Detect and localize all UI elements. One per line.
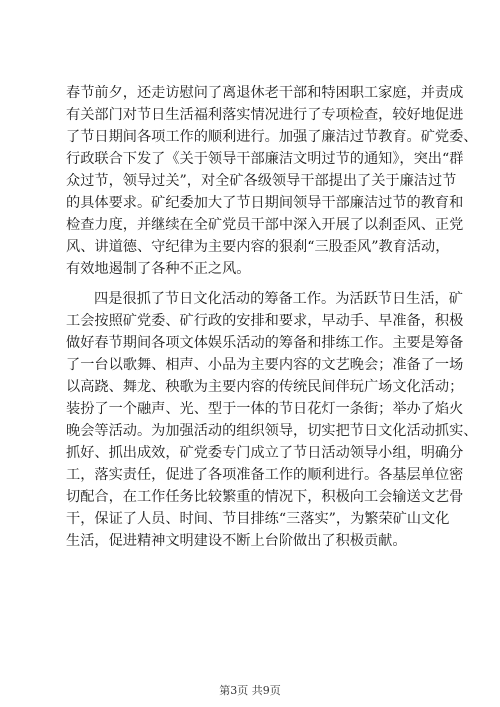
paragraph-line: 晚会等活动。为加强活动的组织领导，切实把节日文化活动抓实、 <box>66 423 478 439</box>
paragraph-1 <box>66 82 478 280</box>
paragraph-line: 行政联合下发了《关于领导干部廉洁文明过节的通知》，突出“群 <box>66 151 464 167</box>
paragraph-line: 风、讲道德、守纪律为主要内容的狠刹“三股歪风”教育活动， <box>66 239 450 255</box>
paragraph-line: 四是很抓了节日文化活动的筹备工作。为活跃节日生活，矿 <box>94 291 463 307</box>
paragraph-line: 工，落实责任，促进了各项准备工作的顺利进行。各基层单位密 <box>66 467 464 483</box>
document-body <box>66 82 478 552</box>
paragraph-line: 众过节，领导过关”，对全矿各级领导干部提出了关于廉洁过节 <box>66 173 457 189</box>
paragraph-line: 抓好、抓出成效，矿党委专门成立了节日活动领导小组，明确分 <box>66 445 464 461</box>
paragraph-line: 装扮了一个融声、光、型于一体的节日花灯一条街；举办了焰火 <box>66 401 464 417</box>
paragraph-line: 的具体要求。矿纪委加大了节日期间领导干部廉洁过节的教育和 <box>66 195 464 211</box>
paragraph-line: 春节前夕，还走访慰问了离退休老干部和特困职工家庭，并责成 <box>66 85 464 101</box>
paragraph-line: 工会按照矿党委、矿行政的安排和要求，早动手、早准备，积极 <box>66 313 464 329</box>
paragraph-line: 生活，促进精神文明建设不断上台阶做出了积极贡献。 <box>66 533 407 549</box>
paragraph-line: 有效地遏制了各种不正之风。 <box>66 261 251 277</box>
paragraph-line: 检查力度，并继续在全矿党员干部中深入开展了以刹歪风、正党 <box>66 217 464 233</box>
paragraph-line: 做好春节期间各项文体娱乐活动的筹备和排练工作。主要是筹备 <box>66 335 464 351</box>
paragraph-line: 切配合，在工作任务比较繁重的情况下，积极向工会输送文艺骨 <box>66 489 464 505</box>
paragraph-line: 干，保证了人员、时间、节目排练“三落实”，为繁荣矿山文化 <box>66 511 450 527</box>
paragraph-line: 了节日期间各项工作的顺利进行。加强了廉洁过节教育。矿党委、 <box>66 129 478 145</box>
page-number-footer: 第3页 共9页 <box>219 684 281 697</box>
paragraph-2 <box>66 288 478 552</box>
paragraph-line: 有关部门对节日生活福利落实情况进行了专项检查，较好地促进 <box>66 107 464 123</box>
paragraph-line: 了一台以歌舞、相声、小品为主要内容的文艺晚会；准备了一场 <box>66 357 464 373</box>
paragraph-line: 以高跷、舞龙、秧歌为主要内容的传统民间伴玩广场文化活动； <box>66 379 464 395</box>
paragraph-spacer <box>66 280 438 288</box>
